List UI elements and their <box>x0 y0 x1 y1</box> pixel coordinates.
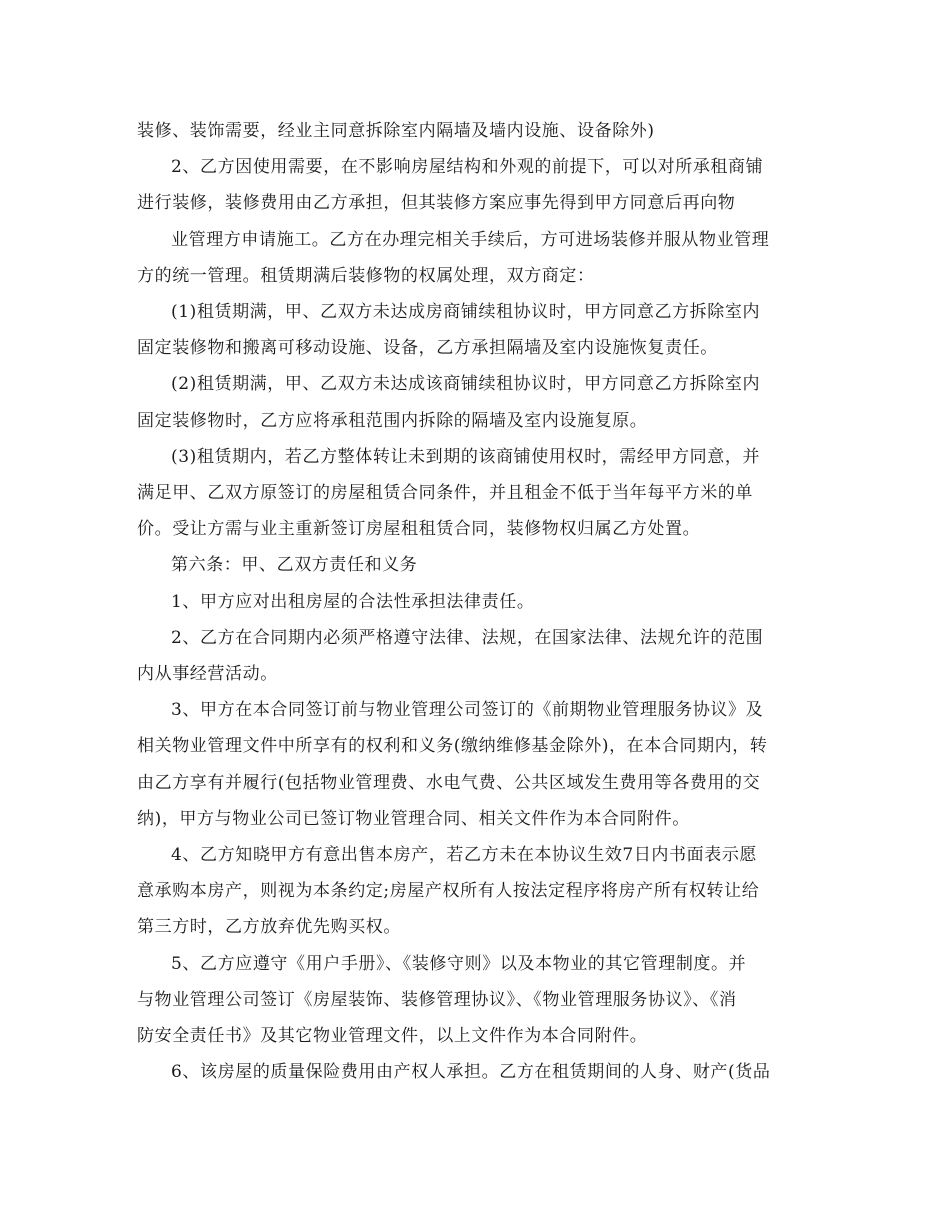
text-line: 第三方时，乙方放弃优先购买权。 <box>137 917 401 938</box>
text-line: (1)租赁期满，甲、乙双方未达成房商铺续租协议时，甲方同意乙方拆除室内 <box>171 302 761 323</box>
text-line: 装修、装饰需要，经业主同意拆除室内隔墙及墙内设施、设备除外) <box>137 121 655 141</box>
text-line: 固定装修物时，乙方应将承租范围内拆除的隔墙及室内设施复原。 <box>137 410 648 431</box>
text-line: (3)租赁期内，若乙方整体转让未到期的该商铺使用权时，需经甲方同意，并 <box>171 446 761 467</box>
text-line: 2、乙方在合同期内必须严格遵守法律、法规，在国家法律、法规允许的范围 <box>171 627 764 648</box>
text-line: 纳)，甲方与物业公司已签订物业管理合同、相关文件作为本合同附件。 <box>137 808 690 829</box>
text-line: 相关物业管理文件中所享有的权利和义务(缴纳维修基金除外)，在本合同期内，转 <box>137 736 768 757</box>
text-line: 防安全责任书》及其它物业管理文件，以上文件作为本合同附件。 <box>137 1026 648 1047</box>
text-line: 4、乙方知晓甲方有意出售本房产，若乙方未在本协议生效7日内书面表示愿 <box>171 845 758 866</box>
text-line: (2)租赁期满，甲、乙双方未达成该商铺续租协议时，甲方同意乙方拆除室内 <box>171 374 761 395</box>
text-line: 内从事经营活动。 <box>137 664 278 685</box>
text-line: 由乙方享有并履行(包括物业管理费、水电气费、公共区域发生费用等各费用的交 <box>137 772 761 793</box>
text-line: 6、该房屋的质量保险费用由产权人承担。乙方在租赁期间的人身、财产(货品 <box>171 1062 771 1083</box>
document-body <box>137 113 817 1090</box>
text-line: 与物业管理公司签订《房屋装饰、装修管理协议》、《物业管理服务协议》、《消 <box>137 989 737 1010</box>
text-line: 固定装修物和搬离可移动设施、设备，乙方承担隔墙及室内设施恢复责任。 <box>137 338 718 359</box>
text-line: 5、乙方应遵守《用户手册》、《装修守则》以及本物业的其它管理制度。并 <box>171 953 747 974</box>
text-line: 满足甲、乙双方原签订的房屋租赁合同条件，并且租金不低于当年每平方米的单 <box>137 483 753 504</box>
text-line: 业管理方申请施工。乙方在办理完相关手续后，方可进场装修并服从物业管理 <box>171 229 770 250</box>
text-line: 价。受让方需与业主重新签订房屋租租赁合同，装修物权归属乙方处置。 <box>137 519 701 540</box>
text-line: 方的统一管理。租赁期满后装修物的权属处理，双方商定： <box>137 265 595 286</box>
text-line: 意承购本房产，则视为本条约定;房屋产权所有人按法定程序将房产所有权转让给 <box>137 881 760 902</box>
text-line: 第六条：甲、乙双方责任和义务 <box>171 555 418 576</box>
text-line: 进行装修，装修费用由乙方承担，但其装修方案应事先得到甲方同意后再向物 <box>137 193 736 214</box>
text-line: 3、甲方在本合同签订前与物业管理公司签订的《前期物业管理服务协议》及 <box>171 700 764 721</box>
text-line: 1、甲方应对出租房屋的合法性承担法律责任。 <box>171 591 535 612</box>
text-line: 2、乙方因使用需要，在不影响房屋结构和外观的前提下，可以对所承租商铺 <box>171 157 764 178</box>
